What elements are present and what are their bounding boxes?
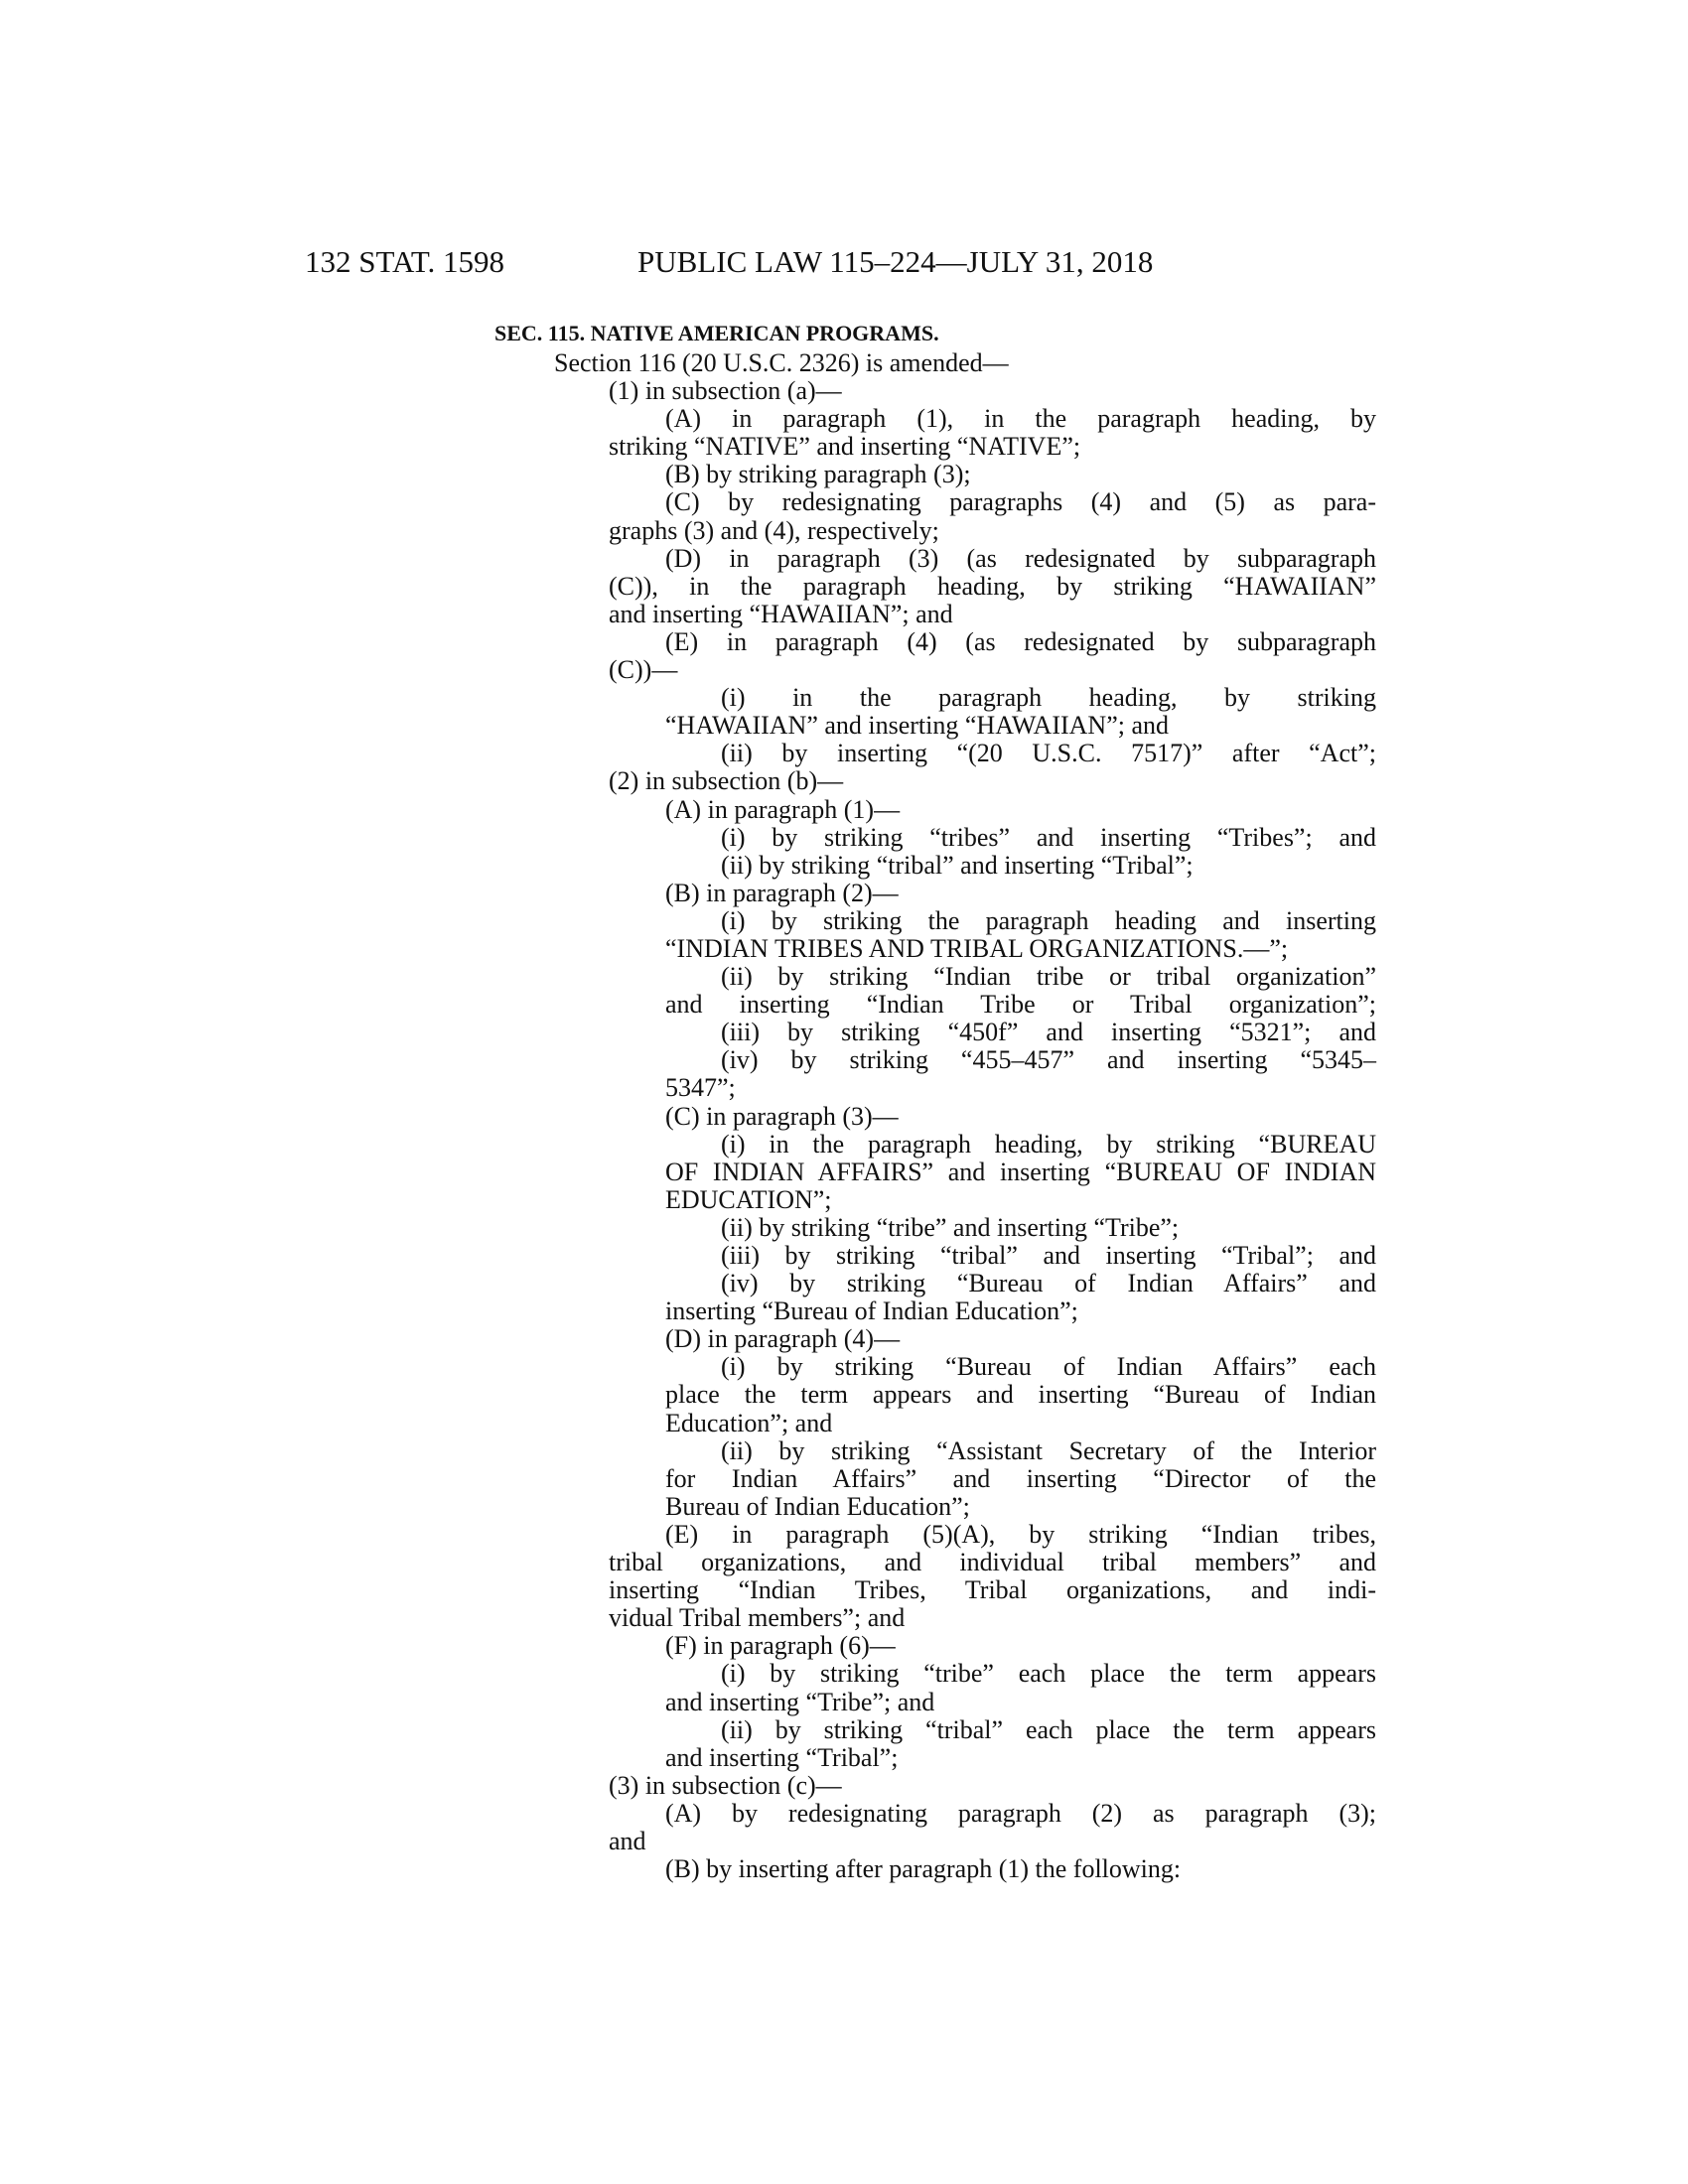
body-line: (C) by redesignating paragraphs (4) and (5) as para-	[665, 487, 1376, 517]
body-line: “INDIAN TRIBES AND TRIBAL ORGANIZATIONS.—”;	[665, 933, 1289, 963]
section-body	[554, 349, 1376, 1883]
body-line: place the term appears and inserting “Bureau of Indian	[665, 1380, 1376, 1410]
body-line: (ii) by striking “Assistant Secretary of the Interior	[721, 1435, 1376, 1465]
body-line: (D) in paragraph (4)—	[665, 1324, 901, 1354]
body-line: and inserting “HAWAIIAN”; and	[609, 599, 953, 628]
body-line: Section 116 (20 U.S.C. 2326) is amended—	[554, 348, 1009, 377]
body-line: striking “NATIVE” and inserting “NATIVE”;	[609, 432, 1081, 462]
body-line: (C)), in the paragraph heading, by striking “HAWAIIAN”	[609, 571, 1376, 601]
body-line: (iv) by striking “455–457” and inserting “5345–	[721, 1045, 1376, 1075]
page-header	[305, 244, 1298, 284]
body-line: (ii) by striking “tribe” and inserting “Tribe”;	[721, 1212, 1180, 1242]
body-line: (3) in subsection (c)—	[609, 1770, 842, 1800]
body-line: (E) in paragraph (5)(A), by striking “Indian tribes,	[665, 1519, 1376, 1549]
body-line: (iii) by striking “450f” and inserting “5321”; and	[721, 1018, 1376, 1047]
body-line: (E) in paragraph (4) (as redesignated by subparagraph	[665, 626, 1376, 656]
body-line: EDUCATION”;	[665, 1184, 832, 1214]
body-line: (ii) by striking “tribal” and inserting “Tribal”;	[721, 850, 1194, 880]
body-line: (A) in paragraph (1)—	[665, 794, 901, 824]
law-title: PUBLIC LAW 115–224—JULY 31, 2018	[637, 244, 1154, 279]
body-line: (A) by redesignating paragraph (2) as paragraph (3);	[665, 1798, 1376, 1828]
body-line: (1) in subsection (a)—	[609, 376, 842, 406]
body-line: (A) in paragraph (1), in the paragraph heading, by	[665, 404, 1376, 434]
body-line: (B) in paragraph (2)—	[665, 878, 899, 907]
body-line: (B) by inserting after paragraph (1) the following:	[665, 1854, 1182, 1884]
body-line: “HAWAIIAN” and inserting “HAWAIIAN”; and	[665, 711, 1169, 741]
body-line: (i) by striking “tribes” and inserting “Tribes”; and	[721, 822, 1376, 852]
body-line: and inserting “Tribal”;	[665, 1742, 899, 1772]
body-line: (iii) by striking “tribal” and inserting “Tribal”; and	[721, 1241, 1376, 1270]
section-heading: SEC. 115. NATIVE AMERICAN PROGRAMS.	[494, 321, 939, 345]
body-line: (C) in paragraph (3)—	[665, 1101, 899, 1131]
body-line: and inserting “Tribe”; and	[665, 1687, 935, 1716]
body-line: (2) in subsection (b)—	[609, 766, 844, 796]
body-line: (iv) by striking “Bureau of Indian Affairs” and	[721, 1269, 1376, 1298]
stat-citation: 132 STAT. 1598	[305, 244, 505, 279]
body-line: graphs (3) and (4), respectively;	[609, 515, 939, 545]
body-line: OF INDIAN AFFAIRS” and inserting “BUREAU OF INDIAN	[665, 1157, 1376, 1186]
body-line: (i) by striking “Bureau of Indian Affairs” each	[721, 1352, 1376, 1382]
body-line: (ii) by striking “Indian tribe or tribal organization”	[721, 962, 1376, 992]
body-line: tribal organizations, and individual tribal members” and	[609, 1548, 1376, 1577]
body-line: vidual Tribal members”; and	[609, 1603, 906, 1633]
body-line: and inserting “Indian Tribe or Tribal organization”;	[665, 990, 1376, 1020]
body-line: (i) by striking the paragraph heading and inserting	[721, 905, 1376, 935]
body-line: inserting “Bureau of Indian Education”;	[665, 1297, 1078, 1326]
body-line: (ii) by striking “tribal” each place the term appears	[721, 1714, 1376, 1744]
body-line: (i) in the paragraph heading, by striking “BUREAU	[721, 1129, 1376, 1159]
body-line: (D) in paragraph (3) (as redesignated by subparagraph	[665, 543, 1376, 573]
body-line: (i) in the paragraph heading, by striking	[721, 683, 1376, 713]
body-line: Education”; and	[665, 1408, 833, 1437]
body-line: (F) in paragraph (6)—	[665, 1631, 896, 1661]
body-line: and	[609, 1826, 646, 1855]
body-line: 5347”;	[665, 1073, 736, 1103]
body-line: Bureau of Indian Education”;	[665, 1491, 970, 1521]
body-line: (ii) by inserting “(20 U.S.C. 7517)” after “Act”;	[721, 739, 1376, 768]
body-line: (i) by striking “tribe” each place the term appears	[721, 1659, 1376, 1689]
body-line: inserting “Indian Tribes, Tribal organizations, and indi-	[609, 1575, 1376, 1605]
body-line: (B) by striking paragraph (3);	[665, 460, 971, 489]
body-line: (C))—	[609, 655, 678, 685]
body-line: for Indian Affairs” and inserting “Director of the	[665, 1463, 1376, 1493]
